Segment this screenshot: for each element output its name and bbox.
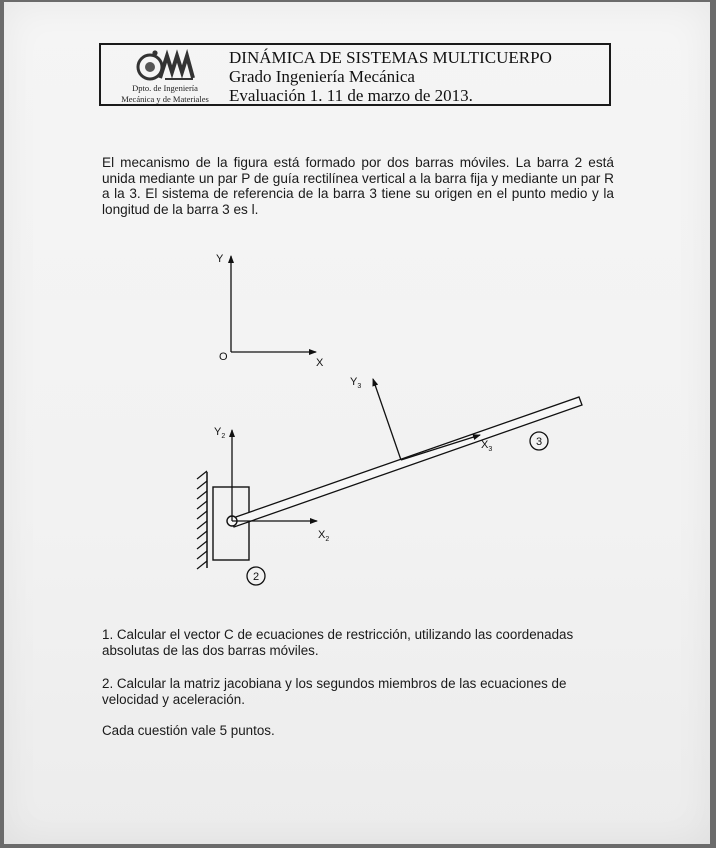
grading-note: Cada cuestión vale 5 puntos. [102,723,275,738]
body2-x-label: $X_2$ [318,529,330,543]
evaluation-date: Evaluación 1. 11 de marzo de 2013. [229,86,473,105]
fixed-wall [197,471,207,569]
body3-number-badge [530,432,548,450]
body3-number: 3 [535,436,543,448]
body2-number-badge [247,567,265,585]
dept-line-2: Mecánica y de Materiales [121,94,209,104]
degree-name: Grado Ingeniería Mecánica [229,67,415,86]
question-1: 1. Calcular el vector C de ecuaciones de restricción, utilizando las coordenadas absolutas de las dos barras móviles. [102,627,574,658]
global-origin-label: O [219,351,228,363]
body3-x-axis [401,435,480,460]
body3-y-axis [373,379,401,460]
global-frame [216,253,324,369]
exam-page [4,2,710,844]
body2-y-label: $Y_2$ [214,426,226,440]
mechanism-figure [4,2,710,622]
course-title: DINÁMICA DE SISTEMAS MULTICUERPO [229,48,552,67]
question-2: 2. Calcular la matriz jacobiana y los segundos miembros de las ecuaciones de velocidad y aceleración. [102,676,567,707]
body2-number: 2 [252,571,260,583]
problem-statement: El mecanismo de la figura está formado por dos barras móviles. La barra 2 está unida mediante un par P de guía rectilínea vertical a la barra fija y mediante un par R a la 3. El sistema de referencia de la barra 3 tiene su origen en el punto medio y la longitud de la barra 3 es l. [102,155,614,217]
bar-3 [230,397,582,527]
body3-x-label: $X_3$ [481,439,493,453]
global-x-label: X [316,357,324,369]
body3-frame [350,376,492,460]
global-y-label: Y [216,253,224,265]
dept-line-1: Dpto. de Ingeniería [132,83,198,93]
body3-y-label: $Y_3$ [350,376,362,390]
